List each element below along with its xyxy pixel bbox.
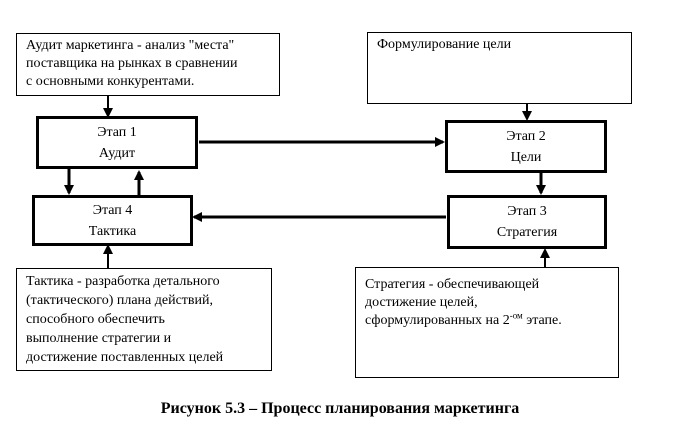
tactic-note-line: способного обеспечить — [26, 312, 165, 327]
strategy-note-line — [365, 312, 618, 330]
stage-2-box — [445, 120, 607, 173]
stage-4-label: Этап 4 — [92, 202, 133, 218]
tactic-note-line: (тактического) плана действий, — [26, 293, 214, 308]
stage-3-name: Стратегия — [496, 225, 558, 240]
audit-note-line: Аудит маркетинга - анализ "места" — [26, 38, 235, 53]
goal-note — [367, 32, 632, 104]
tactic-note-line: достижение поставленных целей — [26, 350, 224, 365]
stage-4-name: Тактика — [88, 223, 137, 239]
stage-1-label: Этап 1 — [97, 124, 137, 140]
strategy-note-line3-text: сформулированных на 2 — [365, 313, 510, 328]
audit-note-line: поставщика на рынках в сравнении — [26, 56, 238, 71]
tactic-note-line: Тактика - разработка детального — [26, 274, 220, 289]
audit-note — [16, 33, 280, 96]
stage-1-box — [36, 116, 198, 169]
stage-3-box — [447, 195, 607, 249]
stage-3-label: Этап 3 — [507, 204, 547, 219]
stage-2-name: Цели — [510, 149, 542, 165]
strategy-note-line3-end: этапе. — [522, 313, 562, 328]
stage-2-label: Этап 2 — [506, 128, 546, 144]
tactic-note-line: выполнение стратегии и — [26, 331, 172, 346]
tactic-note — [16, 268, 272, 371]
strategy-note — [355, 267, 619, 378]
strategy-note-line: достижение целей, — [365, 295, 478, 310]
strategy-note-superscript: -ом — [509, 310, 523, 321]
figure-caption: Рисунок 5.3 – Процесс планирования маркетинга — [160, 400, 520, 417]
goal-note-line: Формулирование цели — [377, 37, 512, 52]
stage-4-box — [32, 195, 193, 246]
stage-1-name: Аудит — [98, 145, 136, 161]
strategy-note-line: Стратегия - обеспечивающей — [365, 277, 540, 292]
audit-note-line: с основными конкурентами. — [26, 74, 195, 89]
